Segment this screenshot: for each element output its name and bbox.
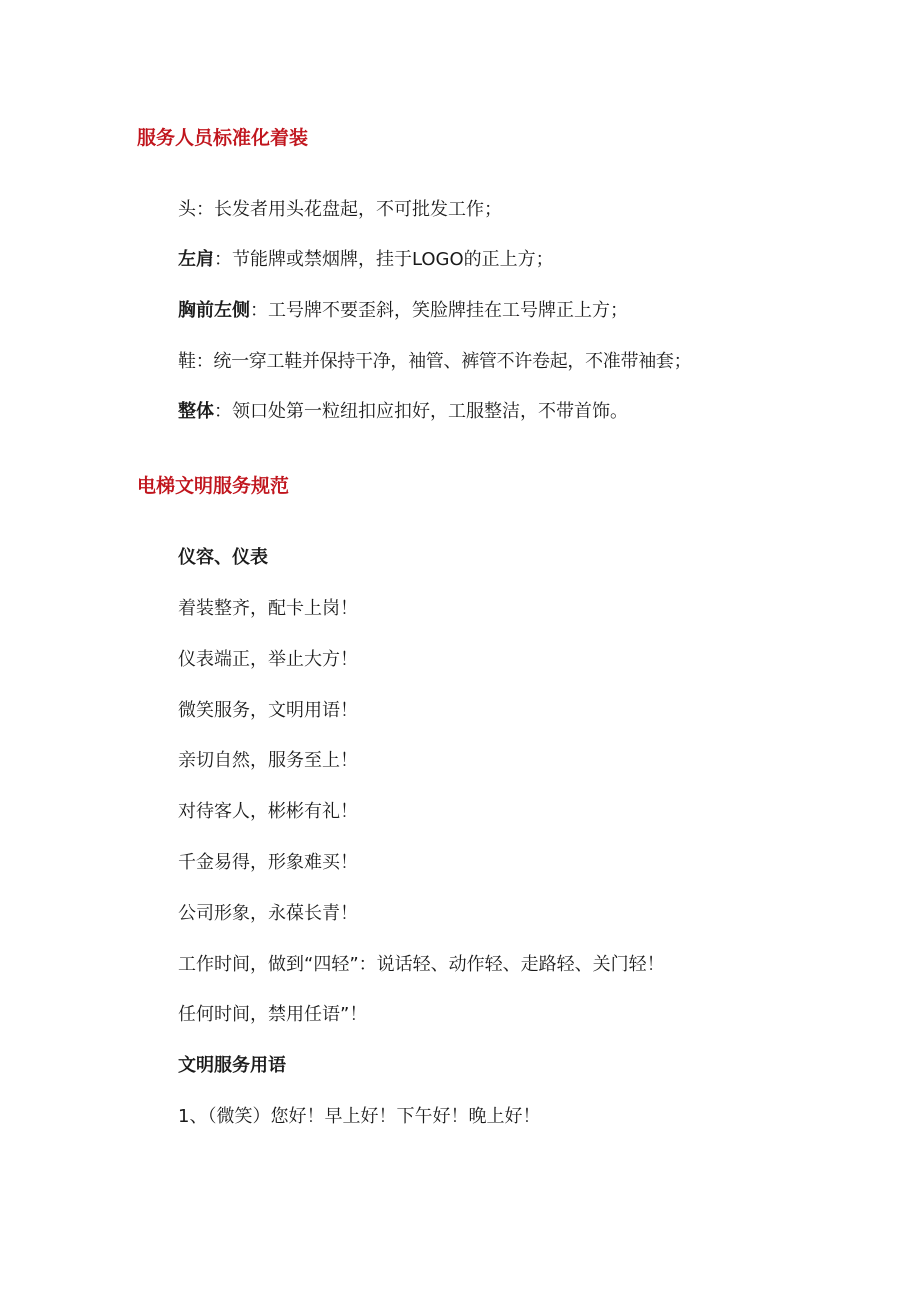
uniform-item-text: 领口处第一粒纽扣应扣好，工服整洁，不带首饰。 — [232, 401, 628, 422]
section-title-uniform: 服务人员标准化着装 — [137, 127, 309, 149]
appearance-line: 工作时间，做到“四轻”：说话轻、动作轻、走路轻、关门轻！ — [178, 954, 665, 975]
uniform-item-separator: ： — [195, 351, 214, 372]
uniform-item-overall — [178, 400, 628, 424]
appearance-line: 微笑服务，文明用语！ — [178, 700, 358, 721]
uniform-item-separator: ： — [214, 249, 232, 270]
uniform-item-text: 统一穿工鞋并保持干净，袖管、裤管不许卷起，不准带袖套； — [213, 351, 692, 372]
uniform-item-label: 头 — [178, 199, 196, 220]
uniform-item-separator: ： — [250, 300, 268, 321]
appearance-line: 对待客人，彬彬有礼！ — [178, 801, 358, 822]
appearance-line: 着装整齐，配卡上岗！ — [178, 598, 358, 619]
uniform-item-left-shoulder — [178, 248, 554, 272]
uniform-item-label: 鞋 — [178, 351, 196, 372]
appearance-line: 千金易得，形象难买！ — [178, 852, 358, 873]
uniform-item-text: 工号牌不要歪斜，笑脸牌挂在工号牌正上方； — [268, 300, 628, 321]
uniform-item-left-chest — [178, 299, 628, 323]
subtitle-service-phrases: 文明服务用语 — [178, 1055, 286, 1076]
uniform-item-shoes — [178, 350, 691, 374]
section-title-elevator-service: 电梯文明服务规范 — [137, 475, 290, 497]
uniform-item-separator: ： — [196, 199, 214, 220]
appearance-line: 公司形象，永葆长青！ — [178, 903, 358, 924]
uniform-item-label: 胸前左侧 — [178, 300, 250, 321]
appearance-line: 亲切自然，服务至上！ — [178, 750, 358, 771]
uniform-item-text: 节能牌或禁烟牌，挂于LOGO的正上方； — [232, 249, 554, 270]
uniform-item-head — [178, 198, 502, 222]
appearance-line: 任何时间，禁用任语”！ — [178, 1004, 368, 1025]
subtitle-appearance: 仪容、仪表 — [178, 547, 268, 568]
greeting-line: 1、（微笑）您好！早上好！下午好！晚上好！ — [178, 1106, 541, 1127]
uniform-item-separator: ： — [214, 401, 232, 422]
uniform-item-label: 整体 — [178, 401, 214, 422]
appearance-line: 仪表端正，举止大方！ — [178, 649, 358, 670]
uniform-item-text: 长发者用头花盘起，不可批发工作； — [214, 199, 502, 220]
uniform-item-label: 左肩 — [178, 249, 214, 270]
